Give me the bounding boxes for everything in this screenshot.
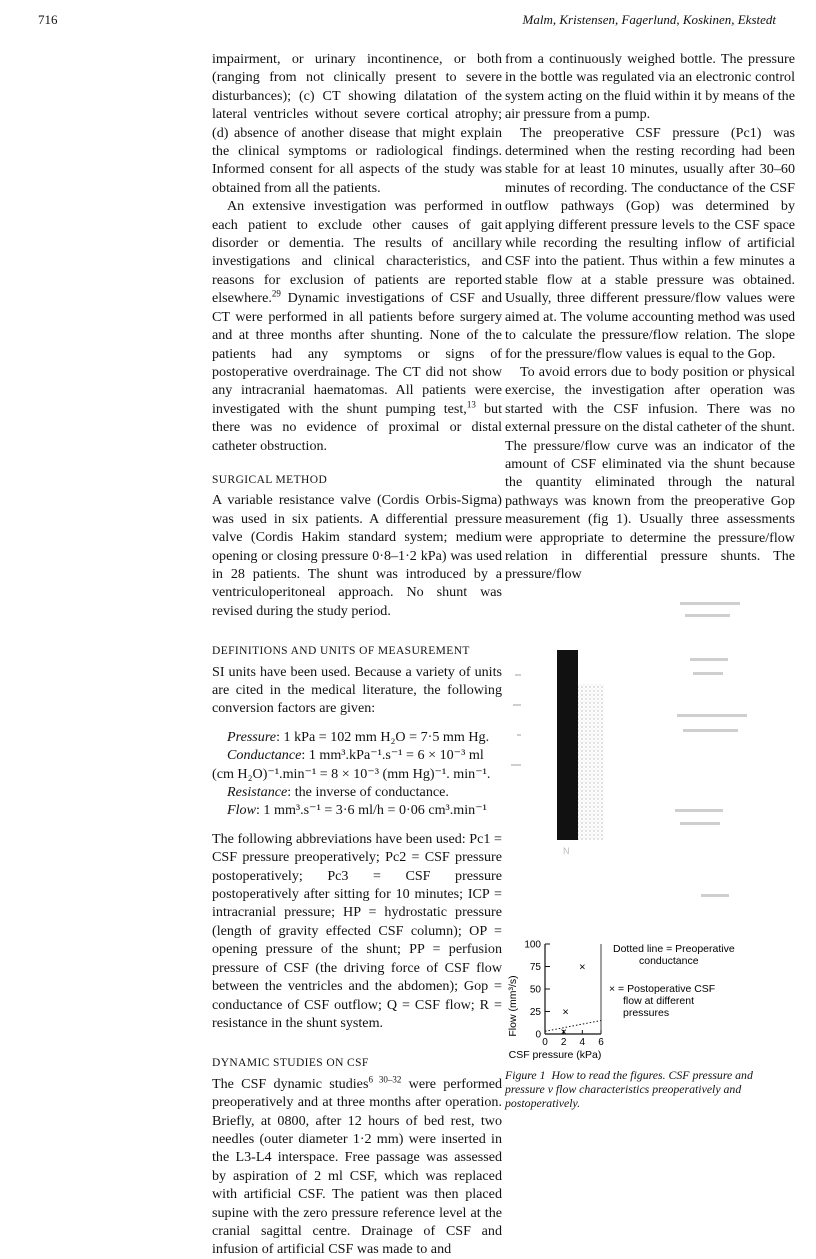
definition: Flow: 1 mm³.s⁻¹ = 3·6 ml/h = 0·06 cm³.min⁻¹ <box>227 802 487 819</box>
y-tick-label: 25 <box>529 1007 541 1018</box>
y-tick-label: 50 <box>529 984 541 996</box>
figure-stipple-bar <box>578 684 604 840</box>
x-tick-label: 0 <box>542 1037 548 1048</box>
left-column <box>212 50 502 1259</box>
legend-dotted-line-1: Dotted line = Preoperative <box>613 943 735 955</box>
figure-image <box>505 594 795 924</box>
section-heading: DYNAMIC STUDIES ON CSF <box>212 1057 369 1070</box>
paragraph: To avoid errors due to body position or physical exercise, the investigation after operation was started with the CSF infusion. There was no external pressure on the distal catheter of the shunt. The pressure/flow curve was an indicator of the amount of CSF eliminated via the shunt because the quantity eliminated through the natural pathways was known from the preoperative Gop measurement (fig 1). Usually three assessments were appropriate to determine the pressure/flow relation in differential pressure shunts. The pressure/flow <box>505 363 795 583</box>
figure-faded-label: N <box>563 846 570 856</box>
x-tick-label: 6 <box>598 1037 604 1048</box>
paragraph: SI units have been used. Because a variety of units are cited in the medical literature, the following conversion factors are given: <box>212 663 502 717</box>
y-tick-label: 100 <box>524 939 541 951</box>
figure-caption: Figure 1 How to read the figures. CSF pressure and pressure v flow characteristics preoperatively and postoperatively. <box>505 1068 753 1110</box>
legend-x-line-1: × = Postoperative CSF <box>609 983 716 995</box>
legend-dotted-line-2: conductance <box>639 955 699 967</box>
postoperative-flow-point: × <box>562 1006 569 1019</box>
legend-x-line-2: flow at different <box>623 995 695 1007</box>
definition: Conductance: 1 mm³.kPa⁻¹.s⁻¹ = 6 × 10⁻³ ml (cm H₂O)⁻¹.min⁻¹ = 8 × 10⁻³ (mm Hg)⁻¹. min⁻¹. <box>212 747 491 782</box>
postoperative-flow-point: × <box>579 961 586 974</box>
paragraph: impairment, or urinary incontinence, or both (ranging from not clinically present to severe disturbances); (c) CT showing dilatation of the lateral ventricles without severe cortical atrophy; (d) absence of another disease that might explain the clinical symptoms or radiological findings. Informed consent for all aspects of the study was obtained from all the patients. <box>212 51 502 196</box>
preoperative-conductance-line <box>545 1021 601 1032</box>
right-column <box>505 50 795 584</box>
postoperative-flow-point: × <box>560 1026 567 1039</box>
paragraph: from a continuously weighed bottle. The pressure in the bottle was regulated via an electronic control system acting on the fluid within it by means of the air pressure from a pump. <box>505 51 795 123</box>
y-tick-label: 75 <box>529 962 541 973</box>
x-tick-label: 4 <box>579 1037 586 1048</box>
figure-faint-marks <box>511 602 747 897</box>
y-tick-label: 0 <box>535 1029 541 1041</box>
legend-x-line-3: pressures <box>623 1007 670 1019</box>
paragraph: An extensive investigation was performed in each patient to exclude other causes of gait disorder or dementia. The results of ancillary investigations and clinical characteristics, and reasons for exclusion of patients are reported elsewhere.$^{29}$ Dynamic investigations of CSF and CT were performed in all patients before surgery and at three months after shunting. None of the patients had any symptoms or signs of postoperative overdrainage. The CT did not show any intracranial haematomas. All patients were investigated with the shunt pumping test,$^{13}$ but there was no evidence of proximal or distal catheter obstruction. <box>212 198 502 454</box>
paragraph: A variable resistance valve (Cordis Orbis-Sigma) was used in six patients. A differential pressure valve (Cordis Hakim standard system; medium opening or closing pressure 0·8–1·2 kPa) was used in 28 patients. The shunt was introduced by a ventriculoperitoneal approach. No shunt was revised during the study period. <box>212 492 502 619</box>
paragraph: The preoperative CSF pressure (Pc1) was determined when the resting recording had been stable for at least 10 minutes, usually after 30–60 minutes of recording. The conductance of the CSF outflow pathways (Gop) was determined by applying different pressure levels to the CSF space while recording the resulting inflow of artificial CSF into the patient. Thus within a few minutes a stable flow at a stable pressure was obtained. Usually, three different pressure/flow values were aimed at. The volume accounting method was used to calculate the pressure/flow relation. The slope for the pressure/flow values is equal to the Gop. <box>505 124 795 362</box>
y-axis-label: Flow (mm³/s) <box>507 975 519 1037</box>
running-head: Malm, Kristensen, Fagerlund, Koskinen, Ekstedt <box>522 12 776 27</box>
chart-svg <box>505 932 795 1064</box>
definition: Pressure: 1 kPa = 102 mm H₂O = 7·5 mm Hg. <box>227 728 490 745</box>
figure-faded-scan <box>505 594 795 924</box>
figure-solid-bar <box>557 650 578 840</box>
paragraph: The CSF dynamic studies$^{6 30-32}$ were performed preoperatively and at three months after operation. Briefly, at 0800, after 12 hours of bed rest, two needles (outer diameter 1·2 mm) were inserted in the L3-L4 interspace. Free passage was assessed by aspiration of 2 ml CSF, which was replaced with artificial CSF. The patient was then placed supine with the zero pressure reference level at the cranial sagittal centre. Drainage of CSF and infusion of artificial CSF was made to and <box>212 1074 503 1258</box>
page-number: 716 <box>38 12 58 27</box>
figure-chart <box>505 932 795 1064</box>
x-axis-label: CSF pressure (kPa) <box>508 1049 602 1061</box>
x-tick-label: 2 <box>560 1037 567 1048</box>
paragraph: The following abbreviations have been used: Pc1 = CSF pressure preoperatively; Pc2 = CSF pressure postoperatively; Pc3 = CSF pressure postoperatively after sitting for 10 minutes; ICP = intracranial pressure; HP = hydrostatic pressure (length of gravity effected CSF column); OP = opening pressure of the shunt; PP = perfusion pressure of CSF (the driving force of CSF flow between the ventricles and the abdomen); Gop = conductance of CSF outflow; Q = CSF flow; R = resistance in the shunt system. <box>212 830 502 1031</box>
section-heading: SURGICAL METHOD <box>212 473 328 486</box>
definition: Resistance: the inverse of conductance. <box>227 784 449 801</box>
section-heading: DEFINITIONS AND UNITS OF MEASUREMENT <box>212 645 470 658</box>
